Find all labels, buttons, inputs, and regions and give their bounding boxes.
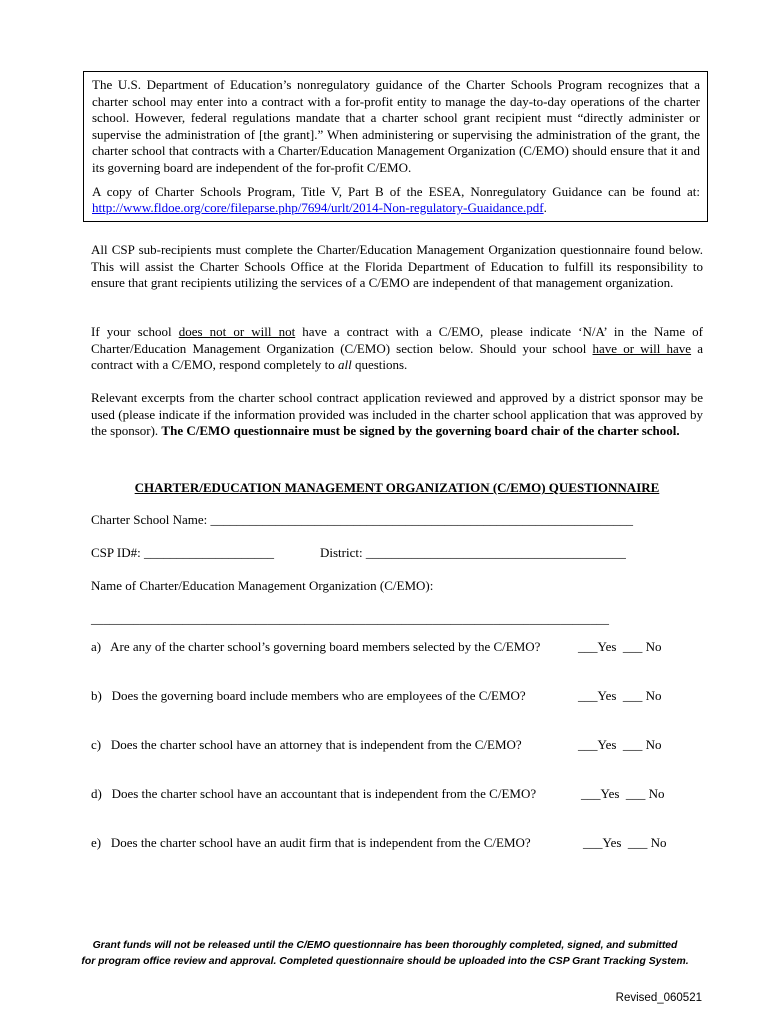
district-field[interactable]: District: ________________________________________ [320, 545, 626, 560]
para2-italic: all [337, 357, 352, 373]
para2-part-c: a contract with a C/EMO, respond completely to [91, 340, 703, 373]
para3-part-a: Relevant excerpts from the charter school contract application reviewed and approved by a district sponsor may be used (please indicate if the information provided was included in the charter school application that was approved by the sponsor). [91, 390, 703, 439]
question-a [91, 639, 711, 657]
question-text: a) Are any of the charter school’s governing board members selected by the C/EMO? [91, 639, 541, 654]
csp-id-field[interactable]: CSP ID#: ____________________ [91, 545, 274, 560]
question-e [91, 835, 711, 853]
guidance-link[interactable]: http://www.fldoe.org/core/fileparse.php/7694/urlt/2014-Non-regulatory-Guaidance.pdf [92, 200, 544, 216]
question-text: e) Does the charter school have an audit firm that is independent from the C/EMO? [91, 835, 531, 850]
yes-no-answer[interactable]: ___Yes ___ No [583, 835, 667, 850]
intro-paragraph: The U.S. Department of Education’s nonregulatory guidance of the Charter Schools Program recognizes that a charter school may enter into a contract with a for-profit entity to manage the day-to-day operations of the charter school. However, federal regulations mandate that a charter school grant recipient must “directly administer or supervise the administration of [the grant].” When administering or supervising the administration of the grant, the charter school that contracts with a Charter/Education Management Organization (C/EMO) should ensure that it and its governing board are independent of the for-profit C/EMO. [92, 77, 700, 175]
para3-bold: The C/EMO questionnaire must be signed by the governing board chair of the charter school. [161, 423, 680, 439]
question-b [91, 688, 711, 706]
notice-line-1: Grant funds will not be released until the C/EMO questionnaire has been thoroughly completed, signed, and submitted [92, 940, 678, 951]
cemo-name-label: Name of Charter/Education Management Organization (C/EMO): [91, 578, 434, 593]
instructions-text-3 [91, 390, 703, 440]
para2-part-d: questions. [351, 357, 408, 373]
guidance-period: . [543, 200, 547, 216]
questionnaire-heading: CHARTER/EDUCATION MANAGEMENT ORGANIZATION (C/EMO) QUESTIONNAIRE [134, 480, 660, 495]
para2-underline-2: have or will have [592, 340, 692, 356]
yes-no-answer[interactable]: ___Yes ___ No [578, 737, 662, 752]
para2-part-b: have a contract with a C/EMO, please indicate ‘N/A’ in the Name of Charter/Education Management Organization (C/EMO) section below. Should your school [91, 324, 704, 356]
revision-label: Revised_060521 [615, 992, 702, 1004]
instructions-paragraph-3 [91, 390, 703, 440]
question-text: d) Does the charter school have an accountant that is independent from the C/EMO? [91, 786, 537, 801]
yes-no-answer[interactable]: ___Yes ___ No [578, 639, 662, 654]
instructions-paragraph-2 [91, 324, 703, 374]
notice-line-2: for program office review and approval. Completed questionnaire should be uploaded into the CSP Grant Tracking System. [81, 956, 689, 967]
para2-underline-1: does not or will not [178, 324, 296, 339]
instructions-text-2 [91, 324, 703, 374]
para2-part-a: If your school [91, 324, 179, 339]
question-text: b) Does the governing board include members who are employees of the C/EMO? [91, 688, 526, 703]
instructions-paragraph-1 [91, 242, 703, 292]
question-text: c) Does the charter school have an attorney that is independent from the C/EMO? [91, 737, 522, 752]
cemo-name-field[interactable]: _____________________________________________________________________________________ [91, 612, 609, 626]
instructions-text-1: All CSP sub-recipients must complete the Charter/Education Management Organization questionnaire found below. This will assist the Charter Schools Office at the Florida Department of Education to fulfill its responsibility to ensure that grant recipients utilizing the services of a C/EMO are independent of that management organization. [91, 242, 703, 291]
charter-school-name-field[interactable]: Charter School Name: _________________________________________________________________ [91, 512, 633, 527]
intro-guidance-box [83, 71, 708, 222]
submission-notice [40, 938, 730, 970]
guidance-paragraph [92, 184, 700, 217]
yes-no-answer[interactable]: ___Yes ___ No [581, 786, 665, 801]
yes-no-answer[interactable]: ___Yes ___ No [578, 688, 662, 703]
guidance-text: A copy of Charter Schools Program, Title V, Part B of the ESEA, Nonregulatory Guidance can be found at: [92, 183, 700, 199]
question-c [91, 737, 711, 755]
question-d [91, 786, 711, 804]
